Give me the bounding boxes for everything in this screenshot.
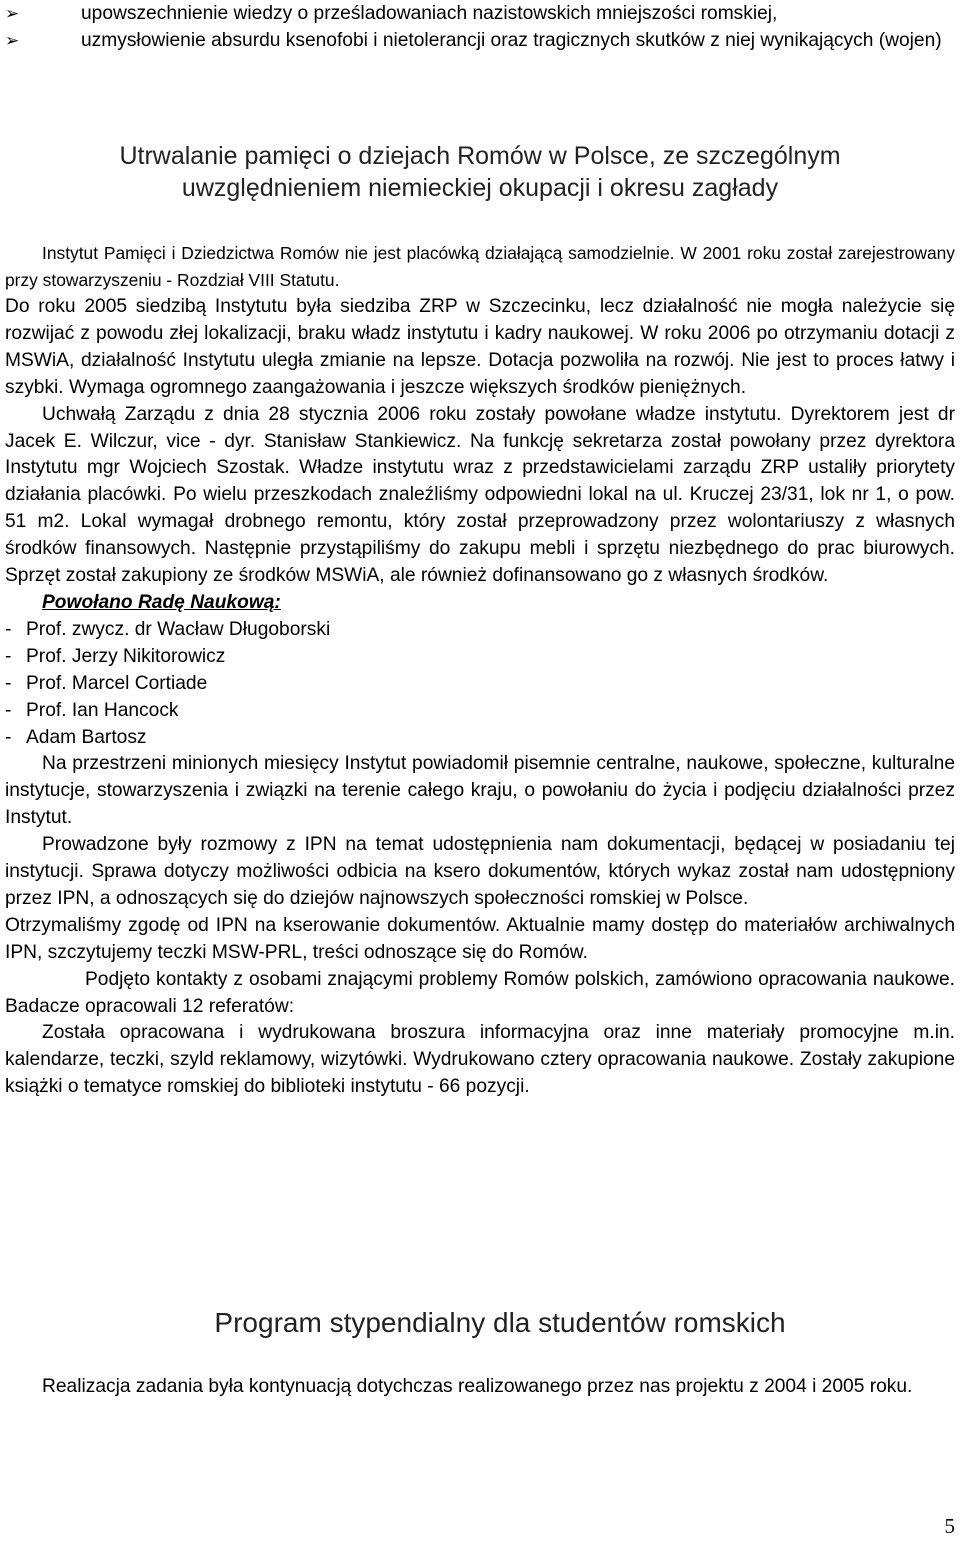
council-list (5, 617, 955, 752)
section-heading-2: Program stypendialny dla studentów romskich (214, 1307, 786, 1338)
bullet-item (5, 1, 955, 28)
list-item: - Prof. Jerzy Nikitorowicz (5, 644, 955, 671)
paragraph: Instytut Pamięci i Dziedzictwa Romów nie jest placówką działającą samodzielnie. W 2001 roku został zarejestrowany przy stowarzyszeniu - Rozdział VIII Statutu. (5, 243, 955, 290)
arrow-bullet-icon: ➢ (5, 30, 20, 50)
arrow-bullet-icon: ➢ (5, 4, 20, 23)
paragraph: Otrzymaliśmy zgodę od IPN na kserowanie dokumentów. Aktualnie mamy dostęp do materiałów archiwalnych IPN, szczytujemy teczki MSW-PRL, treści odnoszące się do Romów. (5, 914, 955, 963)
paragraph: Prowadzone były rozmowy z IPN na temat udostępnienia nam dokumentacji, będącej w posiadaniu tej instytucji. Sprawa dotyczy możliwości odbicia na ksero dokumentów, których wykaz został nam udostępniony przez IPN, a odnoszących się do dziejów najnowszych społeczności romskiej w Polsce. (5, 834, 955, 909)
list-item: - Prof. zwycz. dr Wacław Długoborski (5, 617, 955, 644)
body-block-2 (5, 1374, 955, 1401)
list-item: - Prof. Ian Hancock (5, 698, 955, 725)
paragraph: Na przestrzeni minionych miesięcy Instytut powiadomił pisemnie centralne, naukowe, społeczne, kulturalne instytucje, stowarzyszenia i związki na terenie całego kraju, o powołaniu do życia i podjęciu działalności przez Instytut. (5, 753, 955, 829)
bullet-item (5, 28, 955, 55)
page-number: 5 (944, 1514, 955, 1538)
list-item: - Prof. Marcel Cortiade (5, 671, 955, 698)
council-member: Prof. Jerzy Nikitorowicz (26, 645, 226, 667)
section-heading (0, 140, 960, 204)
bullet-list (5, 1, 955, 54)
council-member: Prof. Ian Hancock (26, 699, 179, 721)
bullet-text: uzmysłowienie absurdu ksenofobi i nietolerancji oraz tragicznych skutków z niej wynikających (wojen) (81, 29, 942, 51)
council-member: Adam Bartosz (26, 726, 147, 748)
section-heading-line: Utrwalanie pamięci o dziejach Romów w Polsce, ze szczególnym (119, 142, 841, 170)
council-member: Prof. zwycz. dr Wacław Długoborski (26, 618, 331, 640)
paragraph: Realizacja zadania była kontynuacją dotychczas realizowanego przez nas projektu z 2004 i 2005 roku. (42, 1376, 913, 1397)
council-heading: Powołano Radę Naukową: (42, 591, 281, 613)
paragraph: Podjęto kontakty z osobami znającymi problemy Romów polskich, zamówiono opracowania naukowe. Badacze opracowali 12 referatów: (5, 968, 955, 1017)
paragraph: Została opracowana i wydrukowana broszura informacyjna oraz inne materiały promocyjne m.in. kalendarze, teczki, szyld reklamowy, wizytówki. Wydrukowano cztery opracowania naukowe. Zostały zakupione książki o tematyce romskiej do biblioteki instytutu - 66 pozycji. (5, 1022, 955, 1098)
paragraph: Do roku 2005 siedzibą Instytutu była siedziba ZRP w Szczecinku, lecz działalność nie mogła należycie się rozwijać z powodu złej lokalizacji, braku władz instytutu i kadry naukowej. W roku 2006 po otrzymaniu dotacji z MSWiA, działalność Instytutu uległa zmianie na lepsze. Dotacja pozwoliła na rozwój. Nie jest to proces łatwy i szybki. Wymaga ogromnego zaangażowania i jeszcze większych środków pieniężnych. (5, 296, 955, 398)
bullet-text: upowszechnienie wiedzy o prześladowaniach nazistowskich mniejszości romskiej, (81, 3, 778, 24)
section-heading-line: uwzględnieniem niemieckiej okupacji i okresu zagłady (181, 174, 779, 202)
paragraph: Uchwałą Zarządu z dnia 28 stycznia 2006 roku zostały powołane władze instytutu. Dyrektorem jest dr Jacek E. Wilczur, vice - dyr. Stanisław Stankiewicz. Na funkcję sekretarza został powołany przez dyrektora Instytutu mgr Wojciech Szostak. Władze instytutu wraz z przedstawicielami zarządu ZRP ustaliły priorytety działania placówki. Po wielu przeszkodach znaleźliśmy odpowiedni lokal na ul. Kruczej 23/31, lok nr 1, o pow. 51 m2. Lokal wymagał drobnego remontu, który został przeprowadzony przez wolontariuszy z własnych środków finansowych. Następnie przystąpiliśmy do zakupu mebli i sprzętu niezbędnego do prac biurowych. Sprzęt został zakupiony ze środków MSWiA, ale również dofinansowano go z własnych środków. (5, 403, 955, 587)
council-member: Prof. Marcel Cortiade (26, 672, 208, 694)
list-item: - Adam Bartosz (5, 725, 955, 752)
body-block-1 (5, 240, 955, 1101)
